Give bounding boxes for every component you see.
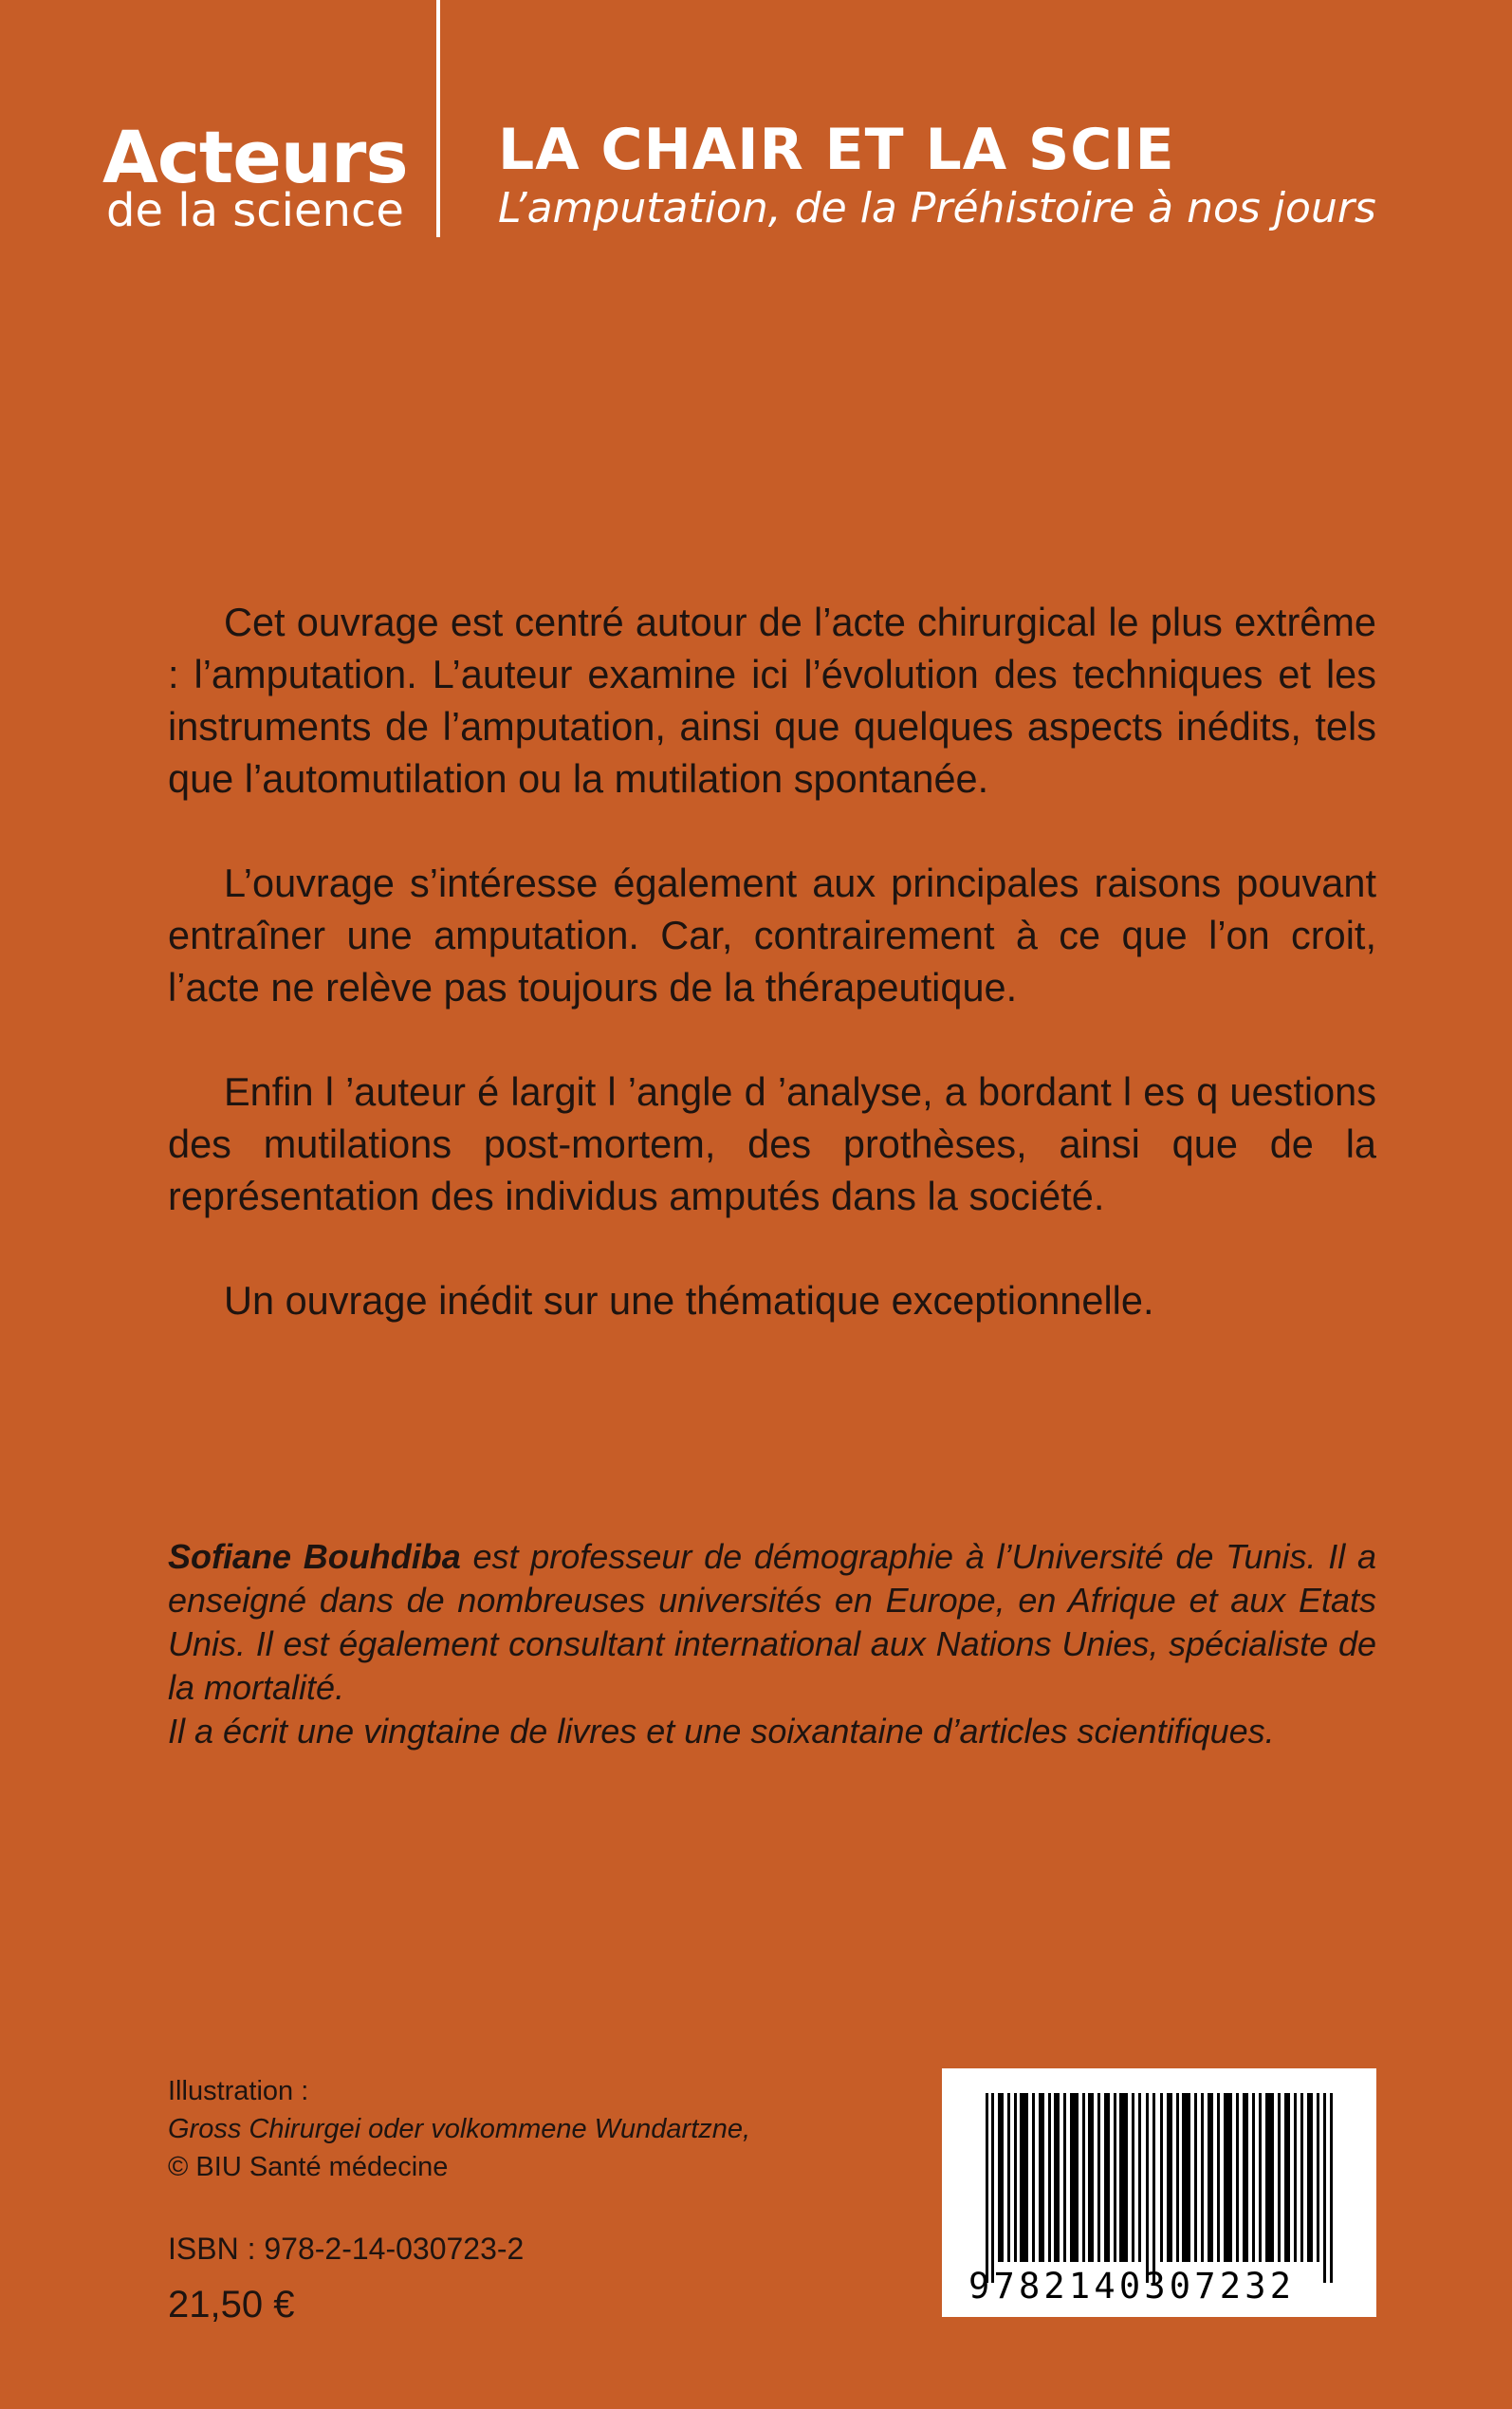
series-name: Acteurs	[102, 115, 408, 199]
series-logo	[102, 115, 408, 237]
author-bio-paragraph	[168, 1535, 1376, 1710]
header-divider	[436, 0, 440, 237]
barcode-digits: 9782140307232	[968, 2266, 1296, 2307]
illustration-work: Gross Chirurgei oder volkommene Wundartzne,	[168, 2114, 751, 2144]
blurb	[168, 596, 1376, 1326]
illustration-label: Illustration :	[168, 2076, 309, 2106]
author-name: Sofiane Bouhdiba	[168, 1537, 461, 1576]
barcode	[942, 2068, 1376, 2317]
blurb-paragraph: Enfin l ’auteur é largit l ’angle d ’analyse, a bordant l es q uestions des mutilations post-mortem, des prothèses, ainsi que de la représentation des individus amputés dans la société.	[168, 1069, 1376, 1218]
book-title: LA CHAIR ET LA SCIE	[498, 117, 1175, 183]
blurb-paragraph: Cet ouvrage est centré autour de l’acte chirurgical le plus extrême : l’amputation. L’auteur examine ici l’évolution des techniques et les instruments de l’amputation, ainsi que quelques aspects inédits, tels que l’automutilation ou la mutilation spontanée.	[168, 600, 1376, 801]
series-subtitle: de la science	[106, 184, 404, 237]
book-subtitle: L’amputation, de la Préhistoire à nos jours	[498, 184, 1376, 232]
blurb-paragraph: L’ouvrage s’intéresse également aux principales raisons pouvant entraîner une amputation. Car, contrairement à ce que l’on croit, l’acte ne relève pas toujours de la thérapeutique.	[168, 861, 1376, 1010]
author-bio	[168, 1535, 1376, 1753]
illustration-credit: © BIU Santé médecine	[168, 2152, 449, 2182]
price: 21,50 €	[168, 2284, 295, 2326]
blurb-paragraph: Un ouvrage inédit sur une thématique exceptionnelle.	[224, 1278, 1154, 1323]
author-bio-extra: Il a écrit une vingtaine de livres et une soixantaine d’articles scientifiques.	[168, 1712, 1275, 1751]
isbn: ISBN : 978-2-14-030723-2	[168, 2232, 525, 2266]
author-bio-text: est professeur de démographie à l’Université de Tunis. Il a enseigné dans de nombreuses universités en Europe, en Afrique et aux Etats Unis. Il est également consultant international aux Nations Unies, spécialiste de la mortalité.	[168, 1537, 1377, 1707]
title-block	[498, 118, 1447, 233]
illustration-credits	[168, 2072, 832, 2186]
